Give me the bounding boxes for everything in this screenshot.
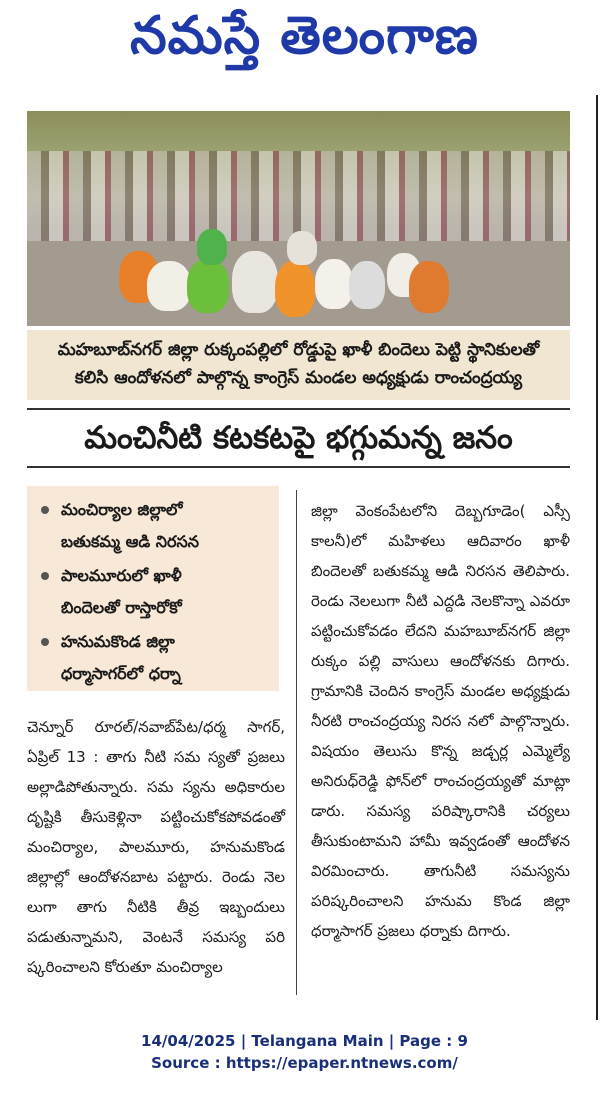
highlight-item bbox=[27, 494, 279, 558]
bullet-icon bbox=[41, 572, 49, 580]
highlight-line: బతుకమ్మ ఆడి నిరసన bbox=[61, 532, 199, 551]
article-body-column-1: చెన్నూర్ రూరల్/నవాబ్‌పేట/ధర్మ సాగర్, ఏప్రిల్ 13 : తాగు నీటి సమ స్యతో ప్రజలు అల్లాడిపోతున్నారు. సమ స్యను అధికారుల దృష్టికి తీసుకెళ్లినా పట్టించుకోకపోవడంతో మంచిర్యాల, పాలమూరు, హనుమకొండ జిల్లాల్లో ఆందోళనబాట పట్టారు. రెండు నెల లుగా తాగు నీటికి తీవ్ర ఇబ్బందులు పడుతున్నామని, వెంటనే సమస్య పరి ష్కరించాలని కోరుతూ మంచిర్యాల bbox=[27, 718, 285, 976]
highlight-item bbox=[27, 560, 279, 624]
bullet-icon bbox=[41, 506, 49, 514]
pot-icon bbox=[349, 261, 385, 309]
newspaper-title: నమస్తే తెలంగాణ bbox=[130, 6, 479, 66]
highlight-line: పాలమూరులో ఖాళీ bbox=[61, 566, 182, 585]
photo-caption bbox=[27, 330, 570, 400]
highlights-box bbox=[27, 486, 279, 691]
pot-icon bbox=[409, 261, 449, 313]
caption-line-1: మహబూబ్‌నగర్ జిల్లా రుక్కంపల్లిలో రోడ్డుపై ఖాళీ బిందెలు పెట్టి స్థానికులతో bbox=[57, 340, 540, 360]
pot-icon bbox=[187, 259, 229, 313]
article-headline: మంచినీటి కటకటపై భగ్గుమన్న జనం bbox=[27, 408, 570, 468]
column-divider bbox=[296, 490, 297, 995]
highlight-line: హనుమకొండ జిల్లా bbox=[61, 632, 175, 651]
pot-icon bbox=[197, 229, 227, 265]
pot-icon bbox=[275, 261, 315, 317]
pot-icon bbox=[147, 261, 191, 311]
pot-icon bbox=[287, 231, 317, 265]
article-body-column-2: జిల్లా వెంకంపేటలోని దెబ్బగూడెం( ఎస్సీ కాలనీ)లో మహిళలు ఆదివారం ఖాళీ బిందెలతో బతుకమ్మ ఆడి నిరసన తెలిపారు. రెండు నెలలుగా నీటి ఎద్దడి నెలకొన్నా ఎవరూ పట్టించుకోవడం లేదని మహబూబ్‌నగర్ జిల్లా రుక్కం పల్లి వాసులు ఆందోళనకు దిగారు. గ్రామానికి చెందిన కాంగ్రెస్ మండల అధ్యక్షుడు నీరటి రాంచంద్రయ్య నిరస నలో పాల్గొన్నారు. విషయం తెలుసు కొన్న జడ్చర్ల ఎమ్మెల్యే అనిరుధ్‌రెడ్డి ఫోన్‌లో రాంచంద్రయ్యతో మాట్లా డారు. సమస్య పరిష్కారానికి చర్యలు తీసుకుంటామని హామీ ఇవ్వడంతో ఆందోళన విరమించారు. తాగునీటి సమస్యను పరిష్కరించాలని హనుమ కొండ జిల్లా ధర్మాసాగర్ ప్రజలు ధర్నాకు దిగారు. bbox=[311, 502, 570, 940]
source-link[interactable]: Source : https://epaper.ntnews.com/ bbox=[151, 1054, 458, 1072]
highlight-item bbox=[27, 626, 279, 690]
highlight-line: బిందెలతో రాస్తారోకో bbox=[61, 598, 182, 617]
page-footer bbox=[0, 1030, 609, 1074]
caption-line-2: కలిసి ఆందోళనలో పాల్గొన్న కాంగ్రెస్ మండల అధ్యక్షుడు రాంచంద్రయ్య bbox=[74, 368, 523, 388]
page-edge-rule bbox=[596, 95, 598, 1020]
highlight-line: ధర్మాసాగర్‌లో ధర్నా bbox=[61, 664, 181, 683]
pot-icon bbox=[232, 251, 278, 313]
news-photo bbox=[27, 111, 570, 326]
highlight-line: మంచిర్యాల జిల్లాలో bbox=[61, 500, 183, 519]
protest-crowd bbox=[27, 151, 570, 241]
edition-info: 14/04/2025 | Telangana Main | Page : 9 bbox=[141, 1032, 468, 1050]
bullet-icon bbox=[41, 638, 49, 646]
masthead bbox=[0, 0, 609, 82]
pot-icon bbox=[315, 259, 353, 309]
